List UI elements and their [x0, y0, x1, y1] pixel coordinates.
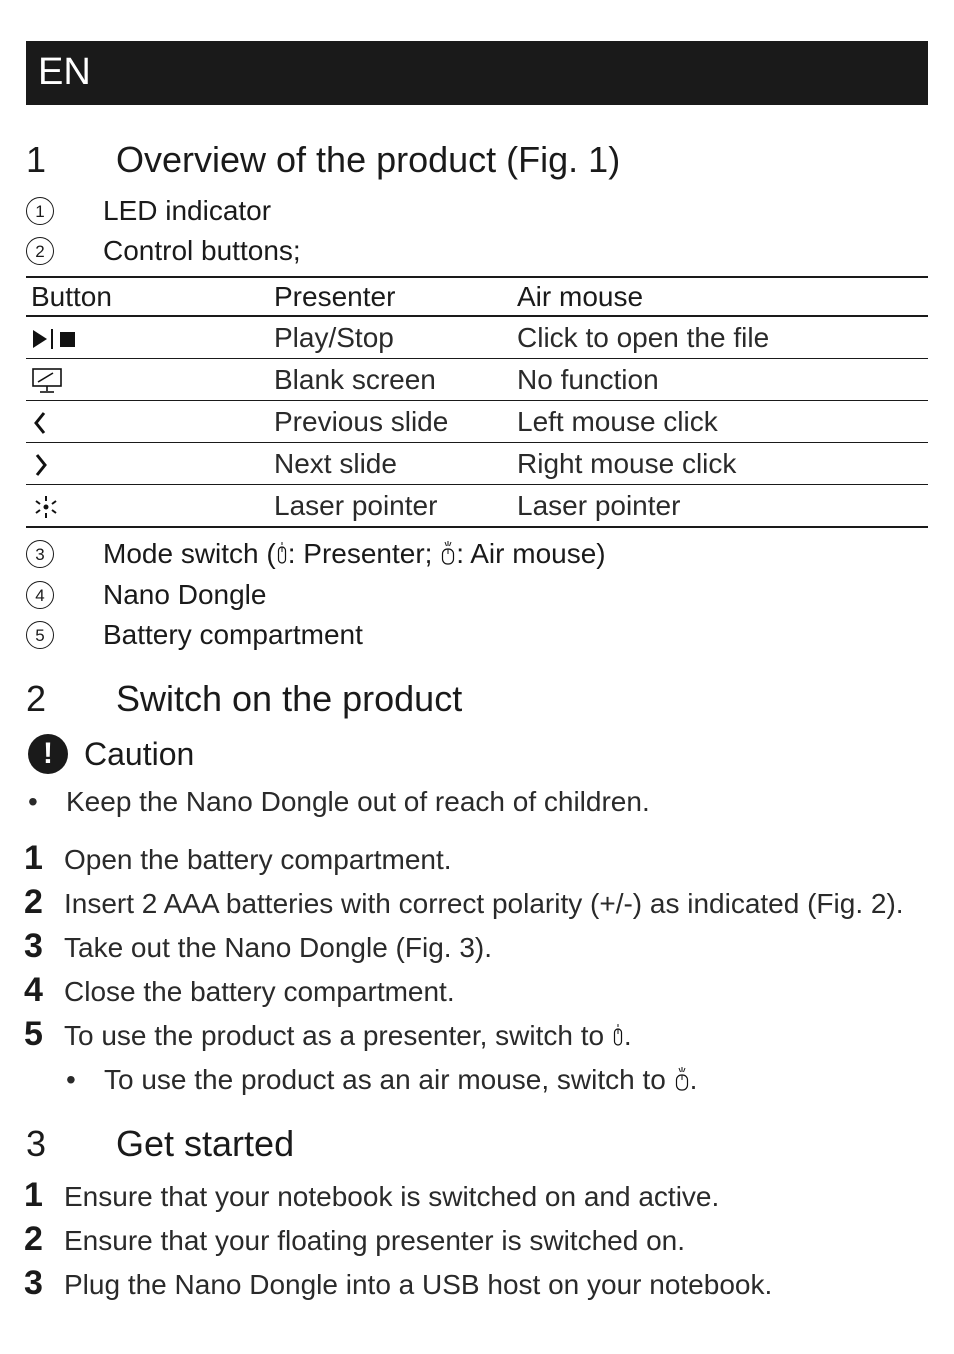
step-number: 2: [24, 1220, 43, 1258]
air-mouse-mode-icon: [440, 541, 456, 567]
step-item: [24, 1177, 934, 1217]
step-item: [24, 840, 934, 880]
air-mouse-cell: Laser pointer: [512, 485, 928, 528]
bullet-dot: •: [66, 1064, 76, 1095]
section-number: 2: [26, 678, 47, 719]
section-title: Get started: [116, 1123, 295, 1164]
button-cell: [26, 316, 269, 359]
list-item: [26, 617, 926, 653]
presenter-mode-icon: [276, 541, 288, 567]
button-cell: [26, 359, 269, 401]
presenter-cell: Blank screen: [269, 359, 512, 401]
presenter-mode-icon: [612, 1023, 624, 1049]
item-label: LED indicator: [103, 195, 272, 226]
step-item: [24, 972, 934, 1012]
bullet-text: To use the product as an air mouse, switch to .: [104, 1064, 698, 1095]
item-label: Control buttons;: [103, 235, 301, 266]
section-title: Overview of the product (Fig. 1): [116, 139, 621, 180]
button-cell: [26, 443, 269, 485]
button-cell: [26, 401, 269, 443]
presenter-cell: Next slide: [269, 443, 512, 485]
step-number: 1: [24, 839, 43, 877]
list-item: [26, 233, 926, 269]
list-item: [26, 577, 926, 613]
item-number: 1: [26, 197, 54, 225]
language-header: [26, 41, 928, 105]
step-number: 4: [24, 971, 43, 1009]
step-number: 1: [24, 1176, 43, 1214]
step-text: Open the battery compartment.: [64, 844, 452, 875]
section-title: Switch on the product: [116, 678, 463, 719]
presenter-cell: Play/Stop: [269, 316, 512, 359]
caution-icon: !: [28, 734, 68, 774]
presenter-cell: Laser pointer: [269, 485, 512, 528]
caution-label: Caution: [84, 736, 195, 772]
step-number: 5: [24, 1015, 43, 1053]
chevron-right-icon: [31, 451, 51, 479]
play-stop-icon: [31, 327, 83, 351]
bullet-dot: •: [28, 786, 38, 817]
item-label: Battery compartment: [103, 619, 363, 650]
column-header: Button: [26, 277, 269, 316]
list-item: [26, 193, 926, 229]
step-number: 3: [24, 1264, 43, 1302]
presenter-cell: Previous slide: [269, 401, 512, 443]
table-row: [26, 485, 928, 528]
table-row: [26, 359, 928, 401]
section-number: 1: [26, 139, 47, 180]
air-mouse-cell: Left mouse click: [512, 401, 928, 443]
step-item: [24, 1221, 934, 1261]
list-item: [26, 536, 926, 572]
step-item: [24, 884, 934, 924]
button-function-table: [26, 276, 928, 528]
table-row: [26, 316, 928, 359]
air-mouse-mode-icon: [674, 1067, 690, 1093]
blank-screen-icon: [31, 367, 65, 395]
step-text: Plug the Nano Dongle into a USB host on your notebook.: [64, 1269, 773, 1300]
bullet-text: Keep the Nano Dongle out of reach of children.: [66, 786, 650, 817]
chevron-left-icon: [31, 409, 51, 437]
step-text: Ensure that your floating presenter is switched on.: [64, 1225, 686, 1256]
item-label: Nano Dongle: [103, 579, 267, 610]
step-item: [24, 928, 934, 968]
air-mouse-cell: Click to open the file: [512, 316, 928, 359]
column-header: Air mouse: [512, 277, 928, 316]
air-mouse-cell: No function: [512, 359, 928, 401]
step-text: Close the battery compartment.: [64, 976, 455, 1007]
step-number: 2: [24, 883, 43, 921]
item-number: 5: [26, 621, 54, 649]
button-cell: [26, 485, 269, 528]
table-row: [26, 401, 928, 443]
laser-icon: [31, 493, 61, 521]
item-number: 3: [26, 540, 54, 568]
step-item: [24, 1016, 934, 1056]
table-row: [26, 443, 928, 485]
table-header-row: [26, 277, 928, 316]
item-number: 2: [26, 237, 54, 265]
step-number: 3: [24, 927, 43, 965]
step-text: Ensure that your notebook is switched on and active.: [64, 1181, 720, 1212]
air-mouse-cell: Right mouse click: [512, 443, 928, 485]
step-item: [24, 1265, 934, 1305]
step-text: Take out the Nano Dongle (Fig. 3).: [64, 932, 493, 963]
language-label: EN: [38, 51, 91, 93]
section-number: 3: [26, 1123, 47, 1164]
step-text: Insert 2 AAA batteries with correct polarity (+/-) as indicated (Fig. 2).: [64, 888, 904, 919]
item-number: 4: [26, 581, 54, 609]
item-label: Mode switch ( : Presenter; : Air mouse): [103, 538, 606, 569]
step-text: To use the product as a presenter, switch to .: [64, 1020, 632, 1051]
column-header: Presenter: [269, 277, 512, 316]
